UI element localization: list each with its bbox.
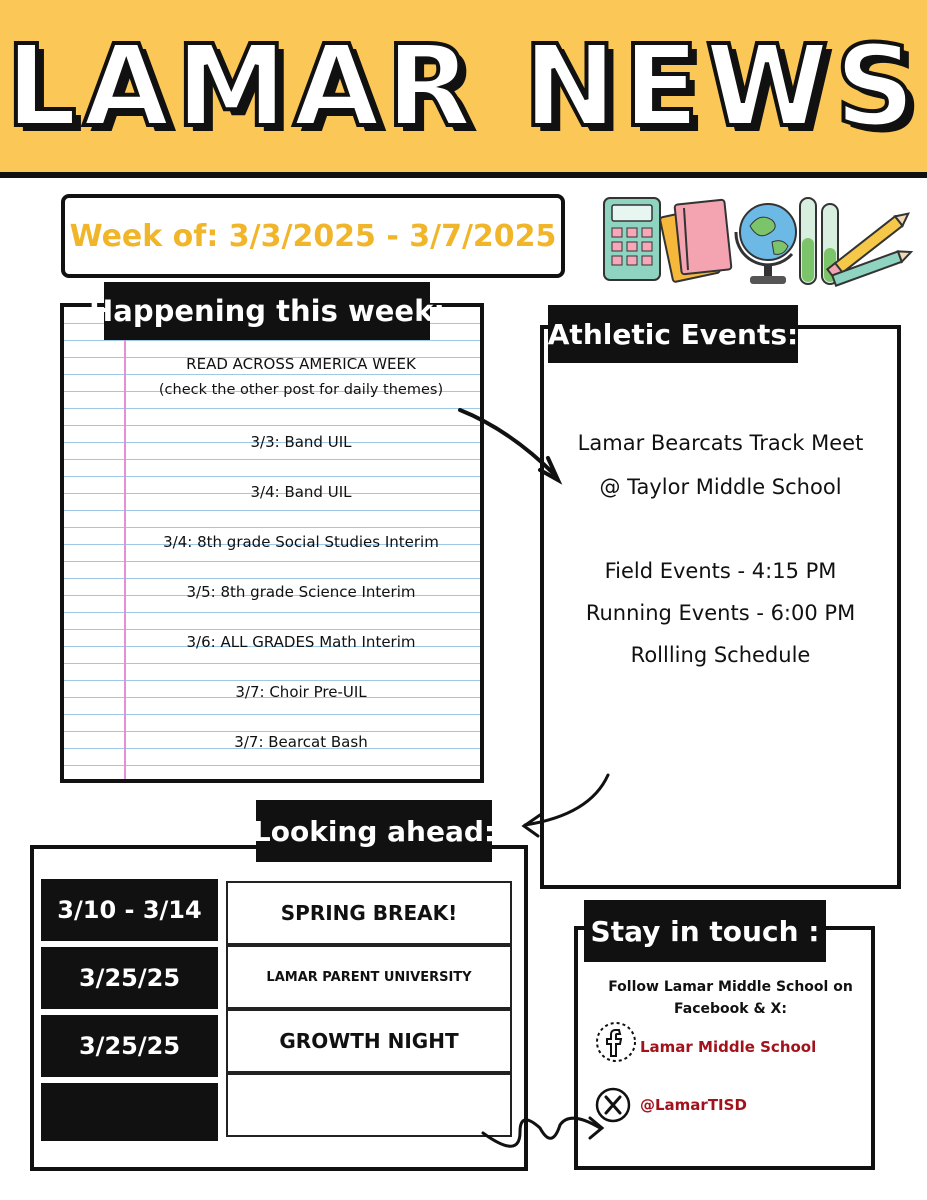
facebook-icon[interactable] [594, 1020, 638, 1064]
happening-notebook [60, 303, 484, 783]
ahead-date: 3/25/25 [41, 1015, 218, 1077]
follow-text: Follow Lamar Middle School on Facebook & X: [608, 979, 853, 1017]
athletic-line: Running Events - 6:00 PM [585, 601, 856, 625]
athletic-line: Rollling Schedule [630, 643, 811, 667]
list-item: 3/4: 8th grade Social Studies Interim [163, 533, 439, 551]
list-item: 3/6: ALL GRADES Math Interim [186, 633, 416, 651]
athletic-line: Lamar Bearcats Track Meet [577, 431, 864, 455]
looking-ahead-heading: Looking ahead: [256, 800, 492, 862]
ahead-event: GROWTH NIGHT [226, 1009, 512, 1073]
list-item: 3/5: 8th grade Science Interim [186, 583, 416, 601]
list-item: 3/4: Band UIL [250, 483, 352, 501]
list-item: (check the other post for daily themes) [158, 382, 444, 398]
pencil-icon [827, 209, 913, 286]
list-item: 3/7: Choir Pre-UIL [235, 683, 367, 701]
books-icon [660, 200, 732, 283]
stay-in-touch-heading: Stay in touch : [584, 900, 826, 962]
list-item: 3/3: Band UIL [250, 433, 352, 451]
list-item: READ ACROSS AMERICA WEEK [186, 355, 416, 373]
list-item: 3/7: Bearcat Bash [234, 733, 368, 751]
ahead-date [41, 1083, 218, 1141]
ahead-event: SPRING BREAK! [226, 881, 512, 945]
athletic-line: @ Taylor Middle School [599, 475, 842, 499]
school-supplies-illustration [600, 190, 915, 295]
week-box [61, 194, 565, 278]
x-icon[interactable] [594, 1086, 632, 1124]
looking-ahead-panel [30, 845, 528, 1171]
globe-icon [736, 204, 796, 284]
page-title: LAMAR NEWS [5, 22, 922, 152]
athletic-heading: Athletic Events: [548, 305, 798, 363]
facebook-link[interactable]: Lamar Middle School [640, 1038, 817, 1056]
ahead-event [226, 1073, 512, 1137]
athletic-line: Field Events - 4:15 PM [604, 559, 837, 583]
calculator-icon [604, 198, 660, 280]
athletic-events-panel [540, 325, 901, 889]
stay-in-touch-panel [574, 926, 875, 1170]
x-link[interactable]: @LamarTISD [640, 1096, 747, 1114]
ahead-date: 3/10 - 3/14 [41, 879, 218, 941]
week-text: Week of: 3/3/2025 - 3/7/2025 [69, 218, 557, 254]
ahead-date: 3/25/25 [41, 947, 218, 1009]
ahead-event: LAMAR PARENT UNIVERSITY [226, 945, 512, 1009]
happening-heading: Happening this week: [104, 282, 430, 340]
